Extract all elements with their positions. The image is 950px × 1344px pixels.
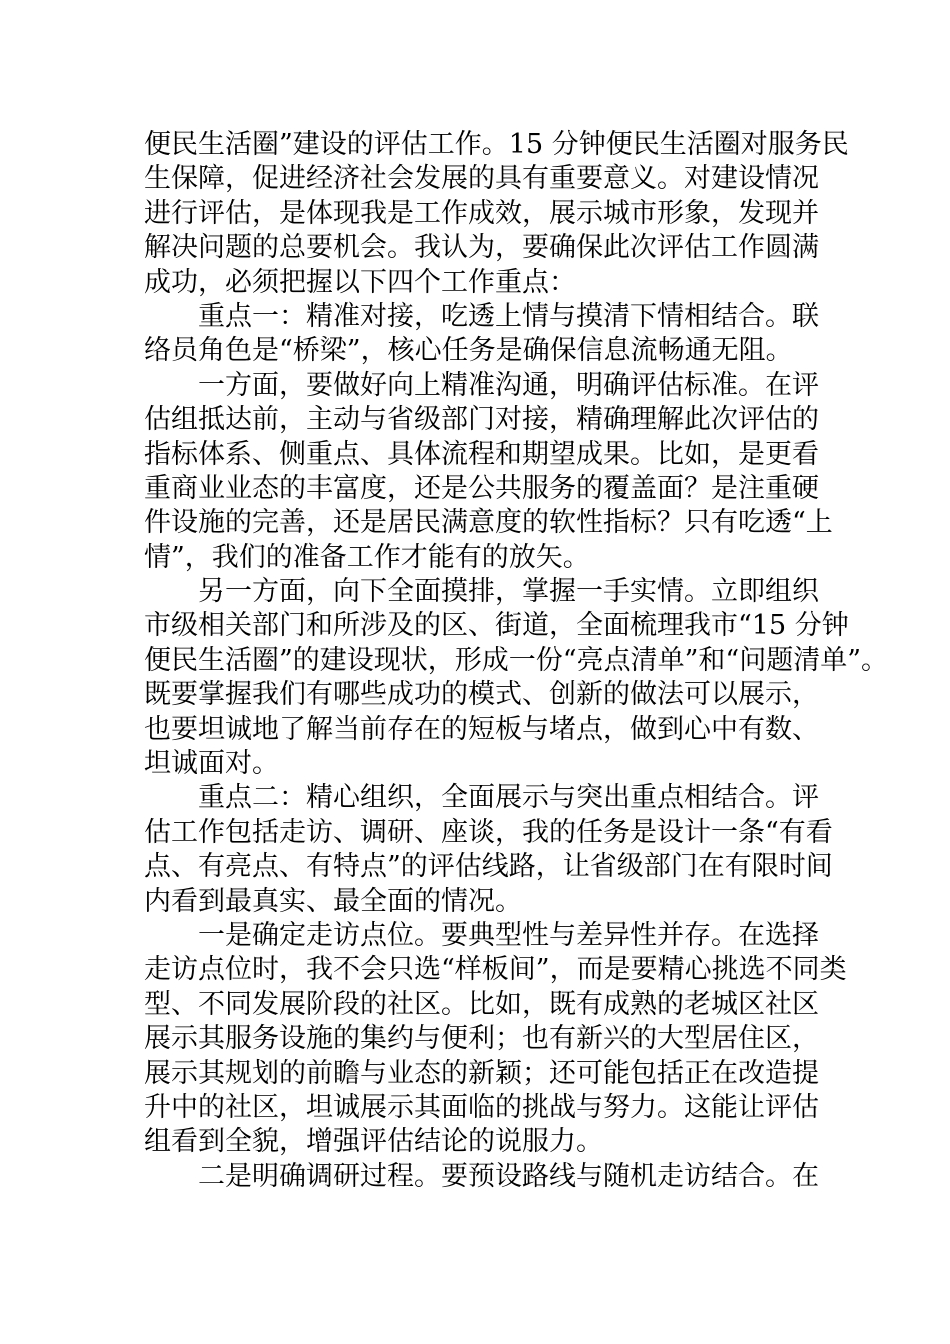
- paragraph-first-line: 二是明确调研过程。要预设路线与随机走访结合。在: [198, 1160, 819, 1192]
- text-line: 成功，必须把握以下四个工作重点：: [144, 266, 576, 298]
- text-line: 内看到最真实、最全面的情况。: [144, 885, 522, 917]
- text-line: 型、不同发展阶段的社区。比如，既有成熟的老城区社区: [144, 988, 819, 1020]
- text-line: 进行评估，是体现我是工作成效，展示城市形象，发现并: [144, 197, 819, 229]
- text-line: 展示其服务设施的集约与便利；也有新兴的大型居住区，: [144, 1023, 819, 1055]
- text-line: 既要掌握我们有哪些成功的模式、创新的做法可以展示，: [144, 679, 819, 711]
- text-line: 展示其规划的前瞻与业态的新颖；还可能包括正在改造提: [144, 1057, 819, 1089]
- text-line: 估组抵达前，主动与省级部门对接，精确理解此次评估的: [144, 404, 819, 436]
- text-line: 组看到全貌，增强评估结论的说服力。: [144, 1126, 603, 1158]
- text-line: 也要坦诚地了解当前存在的短板与堵点，做到心中有数、: [144, 713, 819, 745]
- paragraph-first-line: 另一方面，向下全面摸排，掌握一手实情。立即组织: [198, 576, 819, 608]
- text-line: 便民生活圈”建设的评估工作。15 分钟便民生活圈对服务民: [144, 129, 849, 160]
- paragraph-first-line: 一是确定走访点位。要典型性与差异性并存。在选择: [198, 919, 819, 951]
- text-line: 情”，我们的准备工作才能有的放矢。: [144, 541, 590, 573]
- text-line: 络员角色是“桥梁”，核心任务是确保信息流畅通无阻。: [144, 335, 793, 367]
- paragraph-first-line: 一方面，要做好向上精准沟通，明确评估标准。在评: [198, 369, 819, 401]
- text-line: 升中的社区，坦诚展示其面临的挑战与努力。这能让评估: [144, 1091, 819, 1123]
- paragraph-first-line: 重点一：精准对接，吃透上情与摸清下情相结合。联: [198, 300, 819, 332]
- text-line: 市级相关部门和所涉及的区、街道，全面梳理我市“15 分钟: [144, 610, 849, 642]
- text-line: 便民生活圈”的建设现状，形成一份“亮点清单”和“问题清单”。: [144, 644, 889, 676]
- text-line: 件设施的完善，还是居民满意度的软性指标？只有吃透“上: [144, 507, 833, 539]
- text-line: 走访点位时，我不会只选“样板间”，而是要精心挑选不同类: [144, 954, 847, 986]
- text-line: 解决问题的总要机会。我认为，要确保此次评估工作圆满: [144, 232, 819, 264]
- text-line: 生保障，促进经济社会发展的具有重要意义。对建设情况: [144, 163, 819, 195]
- text-line: 点、有亮点、有特点”的评估线路，让省级部门在有限时间: [144, 851, 833, 883]
- text-line: 估工作包括走访、调研、座谈，我的任务是设计一条“有看: [144, 816, 833, 848]
- text-line: 重商业业态的丰富度，还是公共服务的覆盖面？是注重硬: [144, 472, 819, 504]
- text-line: 指标体系、侧重点、具体流程和期望成果。比如，是更看: [144, 438, 819, 470]
- text-line: 坦诚面对。: [144, 748, 279, 780]
- paragraph-first-line: 重点二：精心组织，全面展示与突出重点相结合。评: [198, 782, 819, 814]
- document-body: [144, 128, 889, 1194]
